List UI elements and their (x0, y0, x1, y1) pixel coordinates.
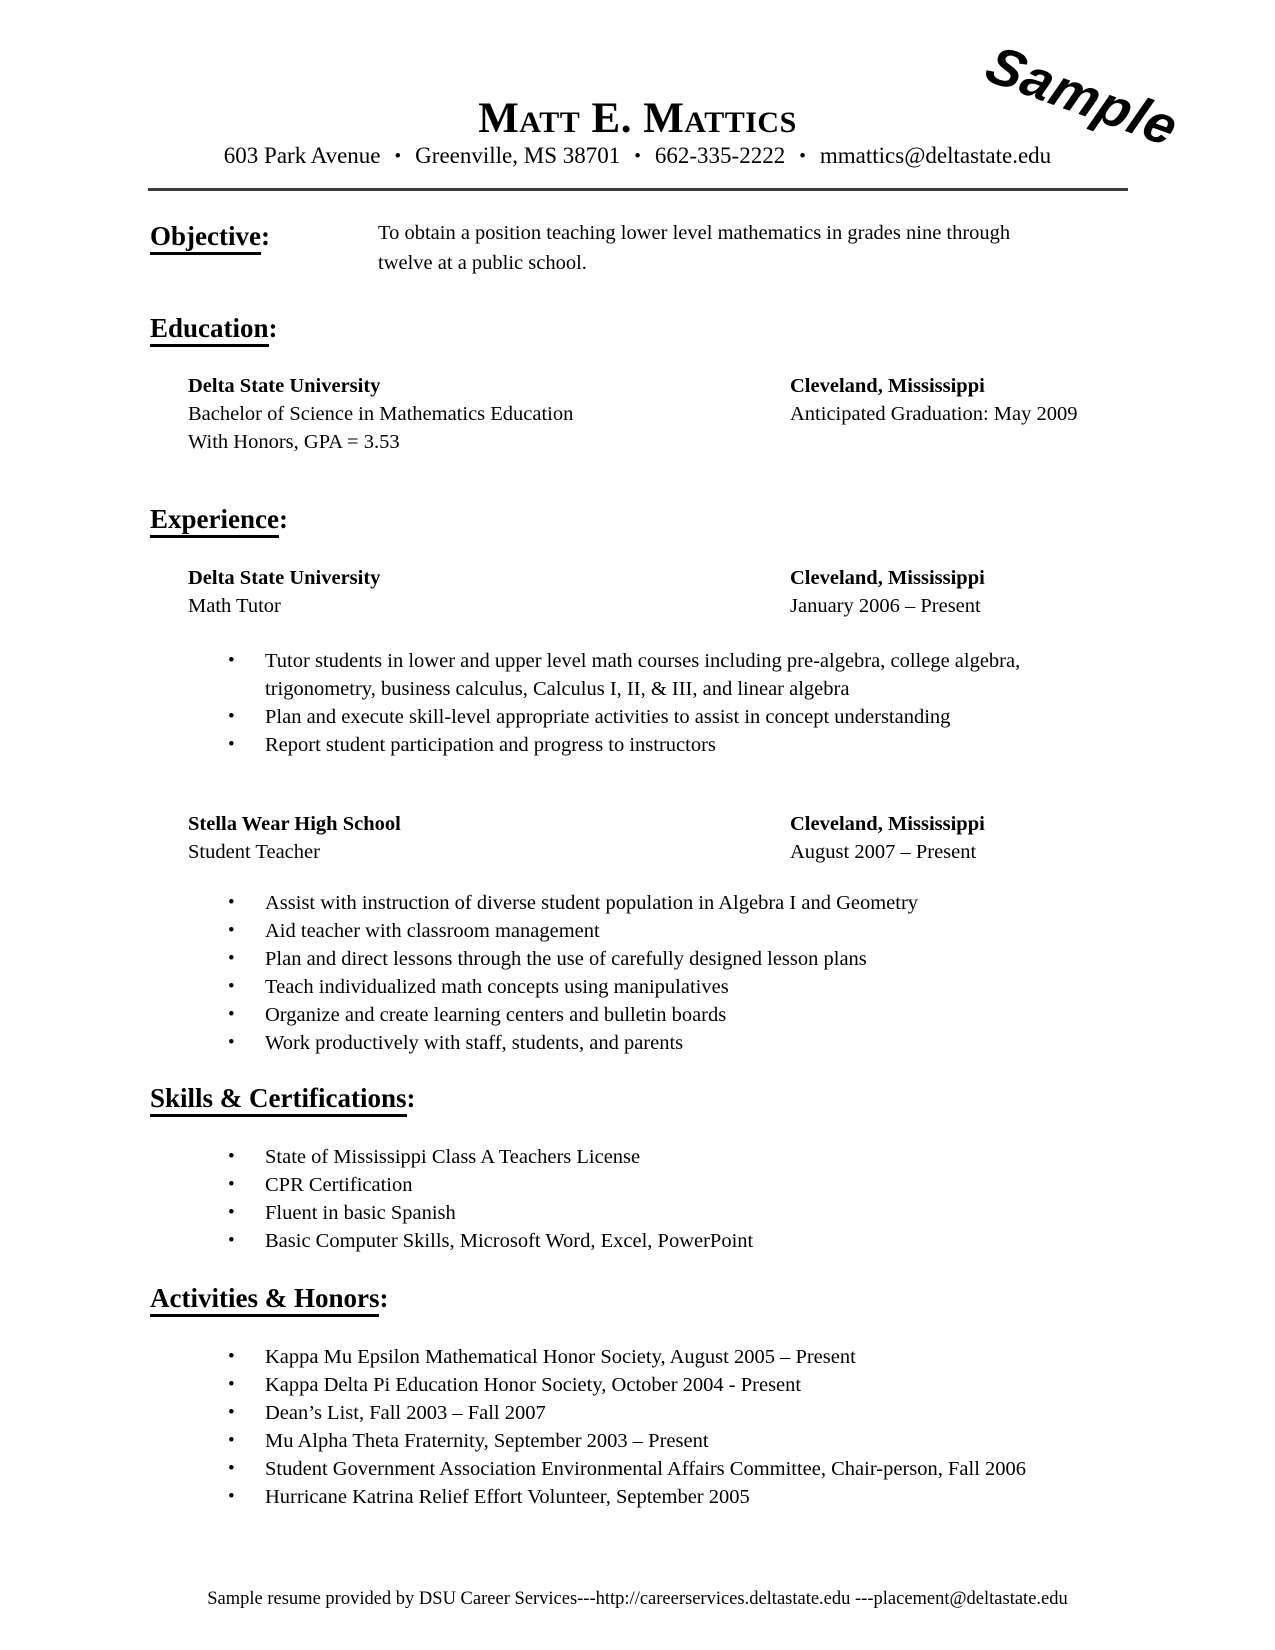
education-school: Delta State University (188, 375, 381, 397)
bullet-icon: • (228, 1458, 235, 1479)
bullet-icon: • (228, 1174, 235, 1195)
education-right-column (790, 372, 1078, 428)
job-employer: Delta State University (188, 567, 381, 589)
bullet-icon: • (228, 706, 235, 727)
activities-heading: Activities & Honors: (150, 1282, 388, 1314)
job-dates: August 2007 – Present (790, 841, 977, 863)
bullet-icon: • (228, 1430, 235, 1451)
bullet-icon: • (228, 1346, 235, 1367)
skills-bullet-list (228, 1143, 1088, 1255)
job-right-column (790, 564, 985, 620)
list-item: • CPR Certification (228, 1171, 1088, 1199)
job-location: Cleveland, Mississippi (790, 813, 985, 835)
list-item: • Kappa Delta Pi Education Honor Society, October 2004 - Present (228, 1371, 1088, 1399)
job-dates: January 2006 – Present (790, 595, 981, 617)
bullet-icon: • (228, 948, 235, 969)
list-item: • Kappa Mu Epsilon Mathematical Honor Society, August 2005 – Present (228, 1343, 1088, 1371)
bullet-icon: • (228, 892, 235, 913)
sample-watermark: Sample (977, 34, 1188, 158)
bullet-icon: • (228, 650, 235, 671)
heading-colon: : (278, 504, 288, 534)
list-item: • Plan and execute skill-level appropriate activities to assist in concept understanding (228, 703, 1088, 731)
education-graduation: Anticipated Graduation: May 2009 (790, 403, 1078, 425)
contact-address: 603 Park Avenue (223, 143, 381, 168)
bullet-icon: • (228, 1402, 235, 1423)
bullet-icon: • (228, 734, 235, 755)
list-item: • Mu Alpha Theta Fraternity, September 2003 – Present (228, 1427, 1088, 1455)
contact-line (0, 142, 1275, 170)
heading-colon: : (379, 1283, 389, 1313)
objective-line: twelve at a public school. (378, 252, 587, 274)
list-item: • Dean’s List, Fall 2003 – Fall 2007 (228, 1399, 1088, 1427)
skills-heading: Skills & Certifications: (150, 1082, 416, 1114)
job-right-column (790, 810, 985, 866)
list-item: • Tutor students in lower and upper level math courses including pre-algebra, college algebra, trigonometry, business calculus, Calculus I, II, & III, and linear algebra (228, 647, 1088, 703)
job-left-column (188, 810, 401, 866)
list-item: • State of Mississippi Class A Teachers License (228, 1143, 1088, 1171)
bullet-icon: • (228, 1374, 235, 1395)
list-item: • Report student participation and progress to instructors (228, 731, 1088, 759)
list-item: • Teach individualized math concepts using manipulatives (228, 973, 1088, 1001)
contact-separator-icon: • (634, 146, 641, 167)
contact-city: Greenville, MS 38701 (415, 143, 621, 168)
education-honors: With Honors, GPA = 3.53 (188, 431, 400, 453)
job-bullet-list (228, 889, 1088, 1057)
objective-line: To obtain a position teaching lower level mathematics in grades nine through (378, 222, 1011, 244)
education-degree: Bachelor of Science in Mathematics Education (188, 403, 574, 425)
list-item: • Organize and create learning centers and bulletin boards (228, 1001, 1088, 1029)
contact-email: mmattics@deltastate.edu (819, 143, 1052, 168)
list-item: • Assist with instruction of diverse student population in Algebra I and Geometry (228, 889, 1088, 917)
bullet-icon: • (228, 976, 235, 997)
heading-colon: : (406, 1083, 416, 1113)
list-item: • Hurricane Katrina Relief Effort Volunteer, September 2005 (228, 1483, 1088, 1511)
list-item: • Basic Computer Skills, Microsoft Word, Excel, PowerPoint (228, 1227, 1088, 1255)
list-item: • Plan and direct lessons through the use of carefully designed lesson plans (228, 945, 1088, 973)
experience-heading: Experience: (150, 503, 288, 535)
footer-note: Sample resume provided by DSU Career Services---http://careerservices.deltastate.edu ---placement@deltastate.edu (207, 1589, 1068, 1609)
contact-phone: 662-335-2222 (654, 143, 786, 168)
list-item: • Work productively with staff, students, and parents (228, 1029, 1088, 1057)
bullet-icon: • (228, 1004, 235, 1025)
contact-separator-icon: • (799, 146, 806, 167)
job-location: Cleveland, Mississippi (790, 567, 985, 589)
heading-colon: : (268, 313, 278, 343)
activities-bullet-list (228, 1343, 1088, 1511)
job-left-column (188, 564, 380, 620)
bullet-icon: • (228, 1486, 235, 1507)
bullet-icon: • (228, 1032, 235, 1053)
bullet-icon: • (228, 1146, 235, 1167)
heading-colon: : (260, 221, 270, 251)
education-left-column (188, 372, 573, 456)
bullet-icon: • (228, 920, 235, 941)
list-item: • Aid teacher with classroom management (228, 917, 1088, 945)
bullet-icon: • (228, 1230, 235, 1251)
candidate-name: Matt E. Mattics (478, 95, 797, 142)
objective-heading: Objective: (150, 220, 270, 252)
education-location: Cleveland, Mississippi (790, 375, 985, 397)
objective-text (378, 218, 1078, 278)
job-employer: Stella Wear High School (188, 813, 401, 835)
job-title: Math Tutor (188, 595, 281, 617)
header-divider (148, 188, 1128, 191)
list-item: • Student Government Association Environmental Affairs Committee, Chair-person, Fall 2006 (228, 1455, 1088, 1483)
list-item: • Fluent in basic Spanish (228, 1199, 1088, 1227)
job-title: Student Teacher (188, 841, 320, 863)
contact-separator-icon: • (394, 146, 402, 167)
bullet-icon: • (228, 1202, 235, 1223)
education-heading: Education: (150, 312, 278, 344)
job-bullet-list (228, 647, 1088, 759)
